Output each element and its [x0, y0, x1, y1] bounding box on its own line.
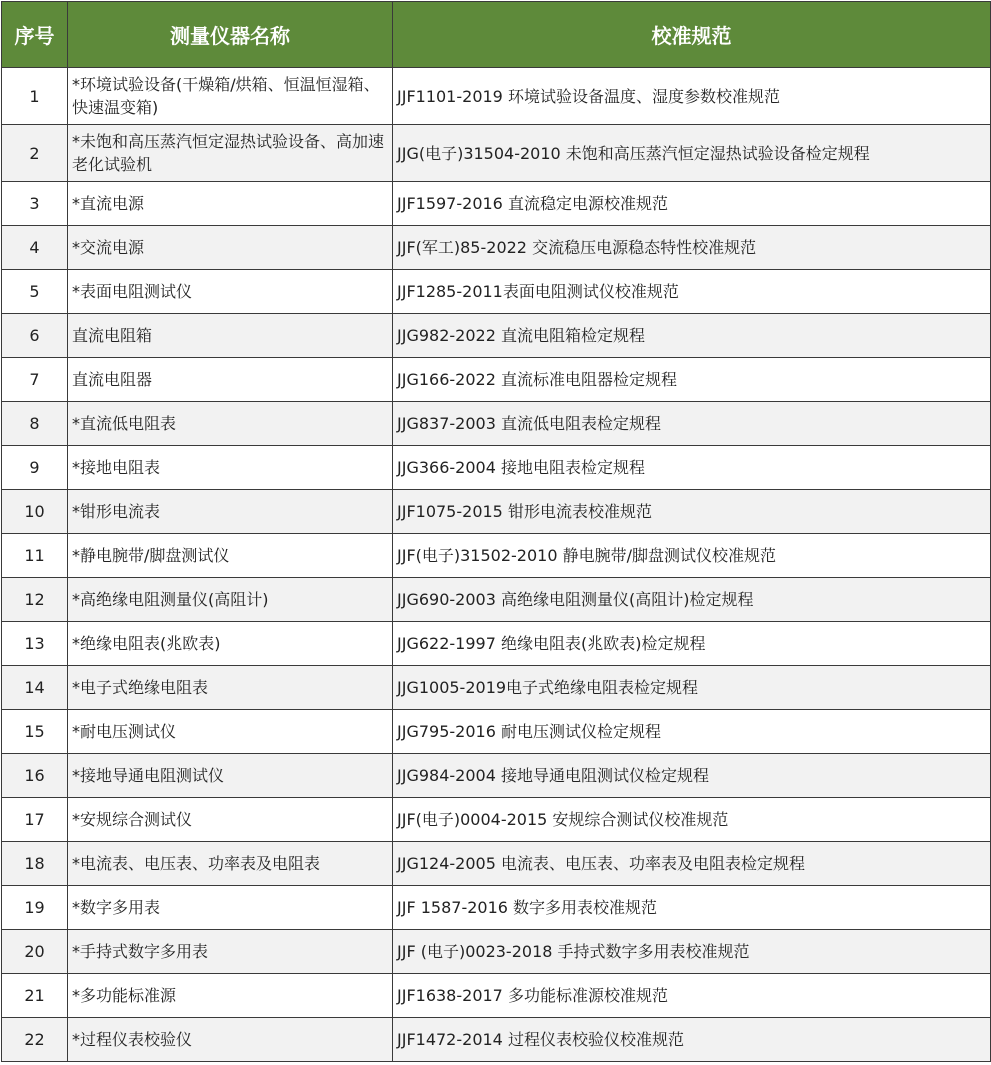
row-number: 16 — [2, 754, 68, 798]
table-row — [2, 182, 991, 226]
instrument-name: *手持式数字多用表 — [68, 930, 393, 974]
row-number: 13 — [2, 622, 68, 666]
calibration-spec: JJF(军工)85-2022 交流稳压电源稳态特性校准规范 — [393, 226, 991, 270]
row-number: 10 — [2, 490, 68, 534]
calibration-spec: JJF(电子)0004-2015 安规综合测试仪校准规范 — [393, 798, 991, 842]
instrument-name: 直流电阻器 — [68, 358, 393, 402]
calibration-spec: JJG622-1997 绝缘电阻表(兆欧表)检定规程 — [393, 622, 991, 666]
table-row — [2, 125, 991, 182]
row-number: 4 — [2, 226, 68, 270]
row-number: 12 — [2, 578, 68, 622]
instrument-name: *数字多用表 — [68, 886, 393, 930]
row-number: 2 — [2, 125, 68, 182]
table-header-row — [2, 2, 991, 68]
instrument-name: *直流低电阻表 — [68, 402, 393, 446]
table-row — [2, 534, 991, 578]
instrument-name: *表面电阻测试仪 — [68, 270, 393, 314]
calibration-spec: JJG982-2022 直流电阻箱检定规程 — [393, 314, 991, 358]
table-row — [2, 314, 991, 358]
instrument-name: *高绝缘电阻测量仪(高阻计) — [68, 578, 393, 622]
table-body — [2, 68, 991, 1062]
calibration-spec: JJF (电子)0023-2018 手持式数字多用表校准规范 — [393, 930, 991, 974]
instrument-name: *静电腕带/脚盘测试仪 — [68, 534, 393, 578]
row-number: 21 — [2, 974, 68, 1018]
instrument-name: *环境试验设备(干燥箱/烘箱、恒温恒湿箱、快速温变箱) — [68, 68, 393, 125]
header-calibration-spec: 校准规范 — [393, 2, 991, 68]
row-number: 15 — [2, 710, 68, 754]
instrument-name: *电流表、电压表、功率表及电阻表 — [68, 842, 393, 886]
calibration-spec: JJF(电子)31502-2010 静电腕带/脚盘测试仪校准规范 — [393, 534, 991, 578]
calibration-spec: JJF1597-2016 直流稳定电源校准规范 — [393, 182, 991, 226]
instrument-name: *耐电压测试仪 — [68, 710, 393, 754]
table-row — [2, 402, 991, 446]
row-number: 17 — [2, 798, 68, 842]
calibration-spec: JJG795-2016 耐电压测试仪检定规程 — [393, 710, 991, 754]
table-row — [2, 710, 991, 754]
row-number: 5 — [2, 270, 68, 314]
calibration-spec: JJF1638-2017 多功能标准源校准规范 — [393, 974, 991, 1018]
instrument-name: *电子式绝缘电阻表 — [68, 666, 393, 710]
instrument-name: *交流电源 — [68, 226, 393, 270]
table-row — [2, 490, 991, 534]
instrument-name: 直流电阻箱 — [68, 314, 393, 358]
calibration-spec: JJG837-2003 直流低电阻表检定规程 — [393, 402, 991, 446]
row-number: 6 — [2, 314, 68, 358]
calibration-spec: JJG366-2004 接地电阻表检定规程 — [393, 446, 991, 490]
row-number: 9 — [2, 446, 68, 490]
calibration-spec: JJF1101-2019 环境试验设备温度、湿度参数校准规范 — [393, 68, 991, 125]
row-number: 14 — [2, 666, 68, 710]
row-number: 19 — [2, 886, 68, 930]
calibration-spec: JJG690-2003 高绝缘电阻测量仪(高阻计)检定规程 — [393, 578, 991, 622]
table-row — [2, 226, 991, 270]
header-instrument-name: 测量仪器名称 — [68, 2, 393, 68]
calibration-spec: JJG1005-2019电子式绝缘电阻表检定规程 — [393, 666, 991, 710]
calibration-spec: JJG(电子)31504-2010 未饱和高压蒸汽恒定湿热试验设备检定规程 — [393, 125, 991, 182]
table-row — [2, 358, 991, 402]
table-row — [2, 666, 991, 710]
instrument-name: *未饱和高压蒸汽恒定湿热试验设备、高加速老化试验机 — [68, 125, 393, 182]
table-row — [2, 886, 991, 930]
calibration-table — [1, 1, 991, 1062]
instrument-name: *直流电源 — [68, 182, 393, 226]
table-row — [2, 754, 991, 798]
table-row — [2, 842, 991, 886]
instrument-name: *多功能标准源 — [68, 974, 393, 1018]
row-number: 20 — [2, 930, 68, 974]
calibration-spec: JJG166-2022 直流标准电阻器检定规程 — [393, 358, 991, 402]
table-row — [2, 798, 991, 842]
header-no: 序号 — [2, 2, 68, 68]
table-row — [2, 930, 991, 974]
calibration-spec: JJG984-2004 接地导通电阻测试仪检定规程 — [393, 754, 991, 798]
row-number: 7 — [2, 358, 68, 402]
instrument-name: *安规综合测试仪 — [68, 798, 393, 842]
table-row — [2, 68, 991, 125]
row-number: 1 — [2, 68, 68, 125]
instrument-name: *过程仪表校验仪 — [68, 1018, 393, 1062]
row-number: 8 — [2, 402, 68, 446]
row-number: 3 — [2, 182, 68, 226]
calibration-spec: JJF1285-2011表面电阻测试仪校准规范 — [393, 270, 991, 314]
table-row — [2, 578, 991, 622]
row-number: 22 — [2, 1018, 68, 1062]
instrument-name: *接地导通电阻测试仪 — [68, 754, 393, 798]
row-number: 11 — [2, 534, 68, 578]
calibration-spec: JJF1075-2015 钳形电流表校准规范 — [393, 490, 991, 534]
calibration-spec: JJF 1587-2016 数字多用表校准规范 — [393, 886, 991, 930]
table-row — [2, 974, 991, 1018]
calibration-spec: JJG124-2005 电流表、电压表、功率表及电阻表检定规程 — [393, 842, 991, 886]
instrument-name: *绝缘电阻表(兆欧表) — [68, 622, 393, 666]
calibration-spec: JJF1472-2014 过程仪表校验仪校准规范 — [393, 1018, 991, 1062]
instrument-name: *钳形电流表 — [68, 490, 393, 534]
table-row — [2, 1018, 991, 1062]
instrument-name: *接地电阻表 — [68, 446, 393, 490]
table-row — [2, 622, 991, 666]
row-number: 18 — [2, 842, 68, 886]
table-row — [2, 446, 991, 490]
table-row — [2, 270, 991, 314]
